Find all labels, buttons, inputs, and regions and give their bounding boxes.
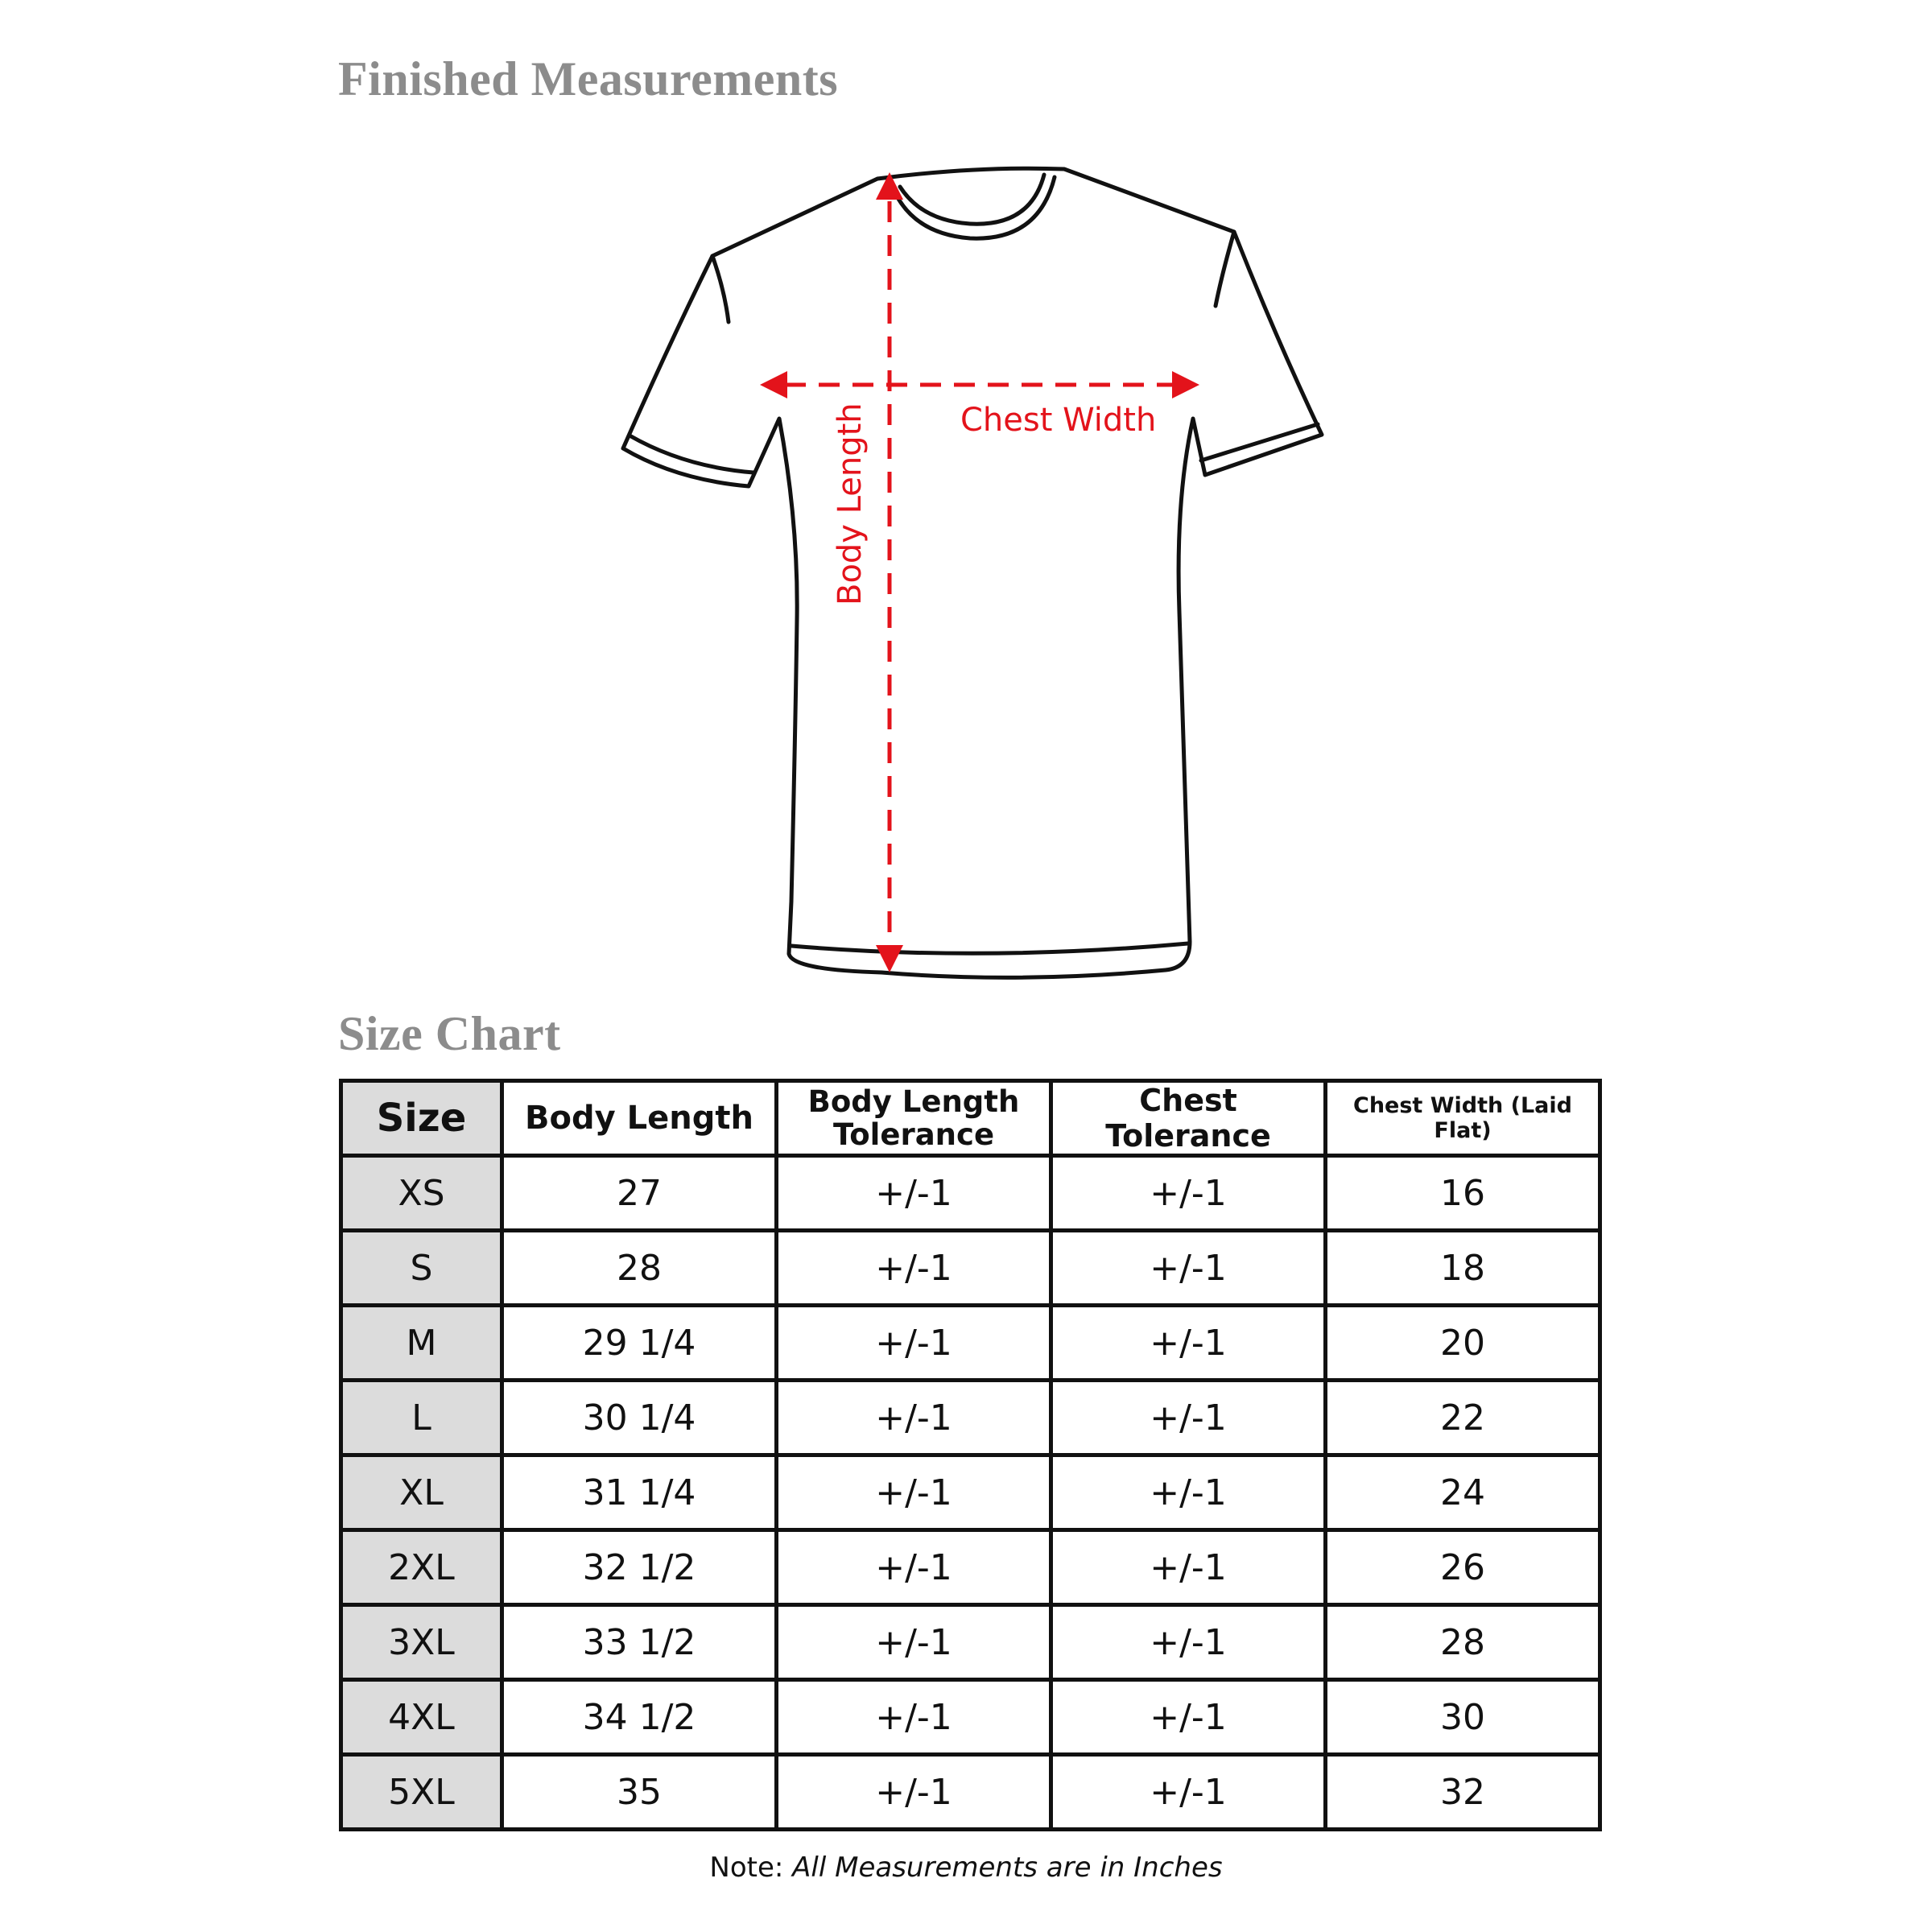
- cell-chest-tolerance: +/-1: [1051, 1455, 1326, 1530]
- cell-body-tolerance: +/-1: [777, 1306, 1051, 1381]
- page-title: Finished Measurements: [338, 52, 839, 105]
- chest-width-arrowhead-right: [1172, 371, 1199, 398]
- cell-size: XL: [341, 1455, 502, 1530]
- cell-body-tolerance: +/-1: [777, 1231, 1051, 1306]
- shoulder-right-seam: [1216, 232, 1234, 306]
- cell-body-length: 34 1/2: [502, 1680, 777, 1755]
- cell-size: S: [341, 1231, 502, 1306]
- shoulder-left-seam: [712, 256, 729, 322]
- table-row: [341, 1755, 1600, 1830]
- cell-size: 3XL: [341, 1605, 502, 1680]
- header-body-length-tolerance: [777, 1081, 1051, 1156]
- size-chart-table: [339, 1079, 1602, 1831]
- cell-body-tolerance: +/-1: [777, 1530, 1051, 1605]
- size-chart-title: Size Chart: [338, 1007, 561, 1060]
- note-text: All Measurements are in Inches: [792, 1852, 1223, 1884]
- header-body-length: Body Length: [502, 1081, 777, 1156]
- body-length-arrowhead-bottom: [876, 945, 903, 972]
- bottom-hem: [791, 943, 1188, 953]
- note-prefix: Note:: [709, 1852, 784, 1884]
- chest-width-arrowhead-left: [760, 371, 787, 398]
- cell-size: 4XL: [341, 1680, 502, 1755]
- cell-size: L: [341, 1381, 502, 1455]
- collar-band: [900, 175, 1044, 224]
- cell-body-tolerance: +/-1: [777, 1605, 1051, 1680]
- cell-chest-tolerance: +/-1: [1051, 1156, 1326, 1231]
- cell-chest-tolerance: +/-1: [1051, 1605, 1326, 1680]
- header-size: Size: [341, 1081, 502, 1156]
- cell-chest-width: 28: [1326, 1605, 1600, 1680]
- sleeve-hem-left: [630, 436, 753, 473]
- table-row: [341, 1530, 1600, 1605]
- collar-inner: [891, 177, 1055, 238]
- cell-chest-width: 22: [1326, 1381, 1600, 1455]
- cell-body-tolerance: +/-1: [777, 1381, 1051, 1455]
- cell-body-tolerance: +/-1: [777, 1755, 1051, 1830]
- header-chest-width: Chest Width (Laid Flat): [1326, 1081, 1600, 1156]
- cell-body-length: 30 1/4: [502, 1381, 777, 1455]
- cell-chest-tolerance: +/-1: [1051, 1530, 1326, 1605]
- cell-chest-width: 16: [1326, 1156, 1600, 1231]
- chest-width-label: Chest Width: [960, 402, 1157, 439]
- table-row: [341, 1381, 1600, 1455]
- cell-body-tolerance: +/-1: [777, 1680, 1051, 1755]
- cell-body-length: 35: [502, 1755, 777, 1830]
- cell-chest-width: 18: [1326, 1231, 1600, 1306]
- table-header-row: [341, 1081, 1600, 1156]
- cell-body-length: 27: [502, 1156, 777, 1231]
- cell-chest-width: 32: [1326, 1755, 1600, 1830]
- cell-body-length: 32 1/2: [502, 1530, 777, 1605]
- cell-size: 2XL: [341, 1530, 502, 1605]
- measurement-note: [0, 1852, 1932, 1884]
- header-chest-tolerance: Chest Tolerance: [1051, 1081, 1326, 1156]
- cell-chest-width: 30: [1326, 1680, 1600, 1755]
- cell-chest-width: 20: [1326, 1306, 1600, 1381]
- cell-size: 5XL: [341, 1755, 502, 1830]
- cell-chest-tolerance: +/-1: [1051, 1755, 1326, 1830]
- header-body-length-tolerance-line1: Body Length: [807, 1084, 1020, 1119]
- table-row: [341, 1231, 1600, 1306]
- table-row: [341, 1605, 1600, 1680]
- cell-body-length: 28: [502, 1231, 777, 1306]
- cell-chest-width: 24: [1326, 1455, 1600, 1530]
- cell-chest-width: 26: [1326, 1530, 1600, 1605]
- cell-chest-tolerance: +/-1: [1051, 1306, 1326, 1381]
- cell-body-length: 29 1/4: [502, 1306, 777, 1381]
- cell-size: XS: [341, 1156, 502, 1231]
- cell-chest-tolerance: +/-1: [1051, 1231, 1326, 1306]
- cell-chest-tolerance: +/-1: [1051, 1381, 1326, 1455]
- cell-chest-tolerance: +/-1: [1051, 1680, 1326, 1755]
- table-row: [341, 1156, 1600, 1231]
- table-row: [341, 1680, 1600, 1755]
- cell-body-tolerance: +/-1: [777, 1156, 1051, 1231]
- cell-body-length: 31 1/4: [502, 1455, 777, 1530]
- body-length-label: Body Length: [832, 402, 869, 605]
- cell-size: M: [341, 1306, 502, 1381]
- table-row: [341, 1306, 1600, 1381]
- cell-body-tolerance: +/-1: [777, 1455, 1051, 1530]
- cell-body-length: 33 1/2: [502, 1605, 777, 1680]
- table-row: [341, 1455, 1600, 1530]
- header-body-length-tolerance-line2: Tolerance: [832, 1117, 995, 1152]
